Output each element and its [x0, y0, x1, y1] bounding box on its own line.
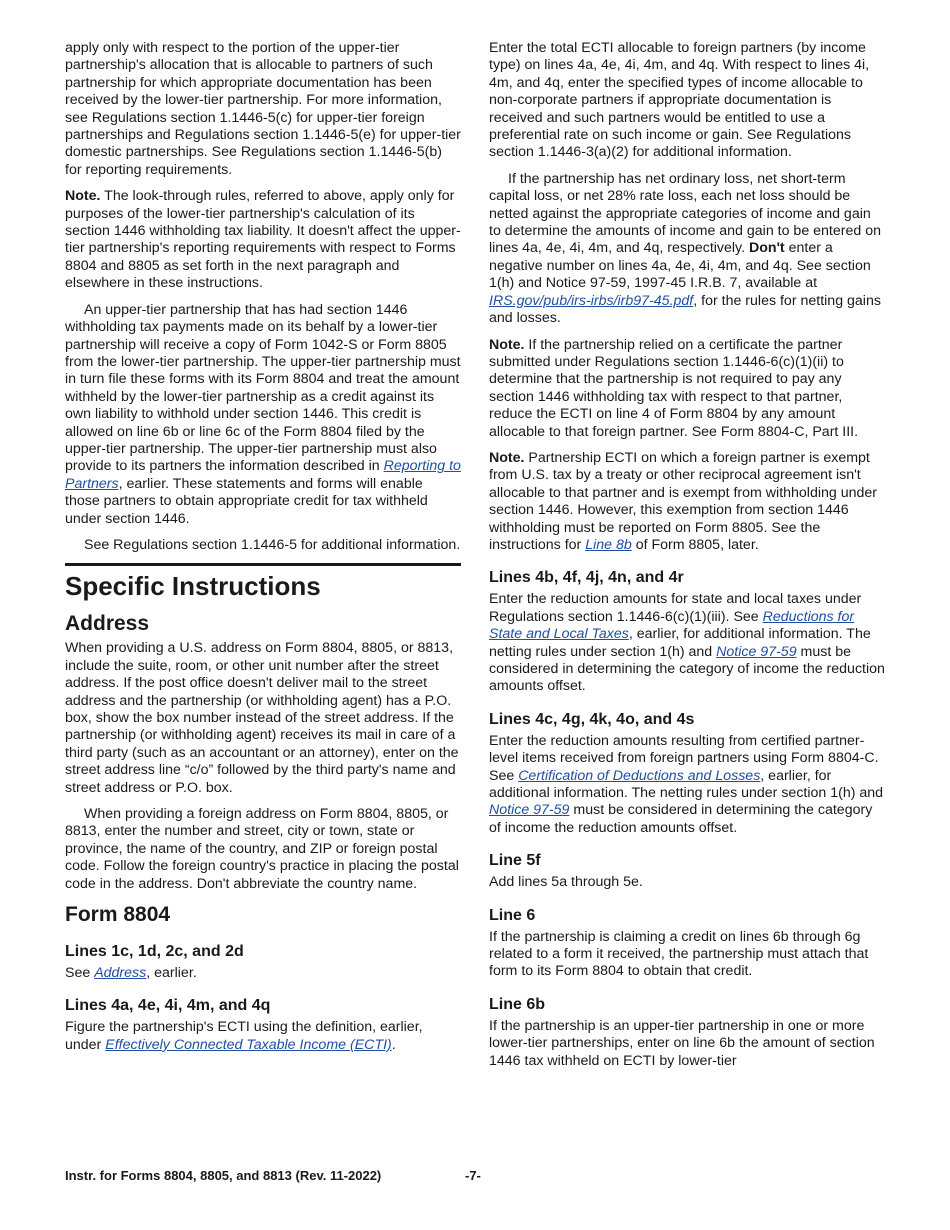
paragraph: If the partnership is an upper-tier partnership in one or more lower-tier partnerships, enter on line 6b the amount of section 1446 tax withheld on ECTI by lower-tier [489, 1017, 875, 1069]
text: , earlier, for additional information. The netting rules under section 1(h) and [489, 767, 884, 802]
heading-line-6: Line 6 [489, 906, 536, 924]
bold-text: Don't [748, 240, 785, 257]
paragraph: When providing a U.S. address on Form 8804, 8805, or 8813, include the suite, room, or other unit number after the street address. If the post office doesn't deliver mail to the street address and the partnership (or withholding agent) has a P.O. box, show the box number instead of the street address. If the partnership (or withholding agent) receives its mail in care of a third party (such as an accountant or an attorney), enter on the street address line “c/o” followed by the third party's name and street address or P.O. box. [65, 640, 459, 796]
paragraph: When providing a foreign address on Form 8804, 8805, or 8813, enter the number and street, city or town, state or province, the name of the country, and ZIP or foreign postal code. Follow the foreign country's practice in placing the postal code in the address. Don't abbreviate the country name. [65, 806, 459, 892]
text: Enter the reduction amounts for state and local taxes under Regulations section 1.1446-6(c)(1)(iii). See [489, 591, 862, 625]
paragraph [65, 302, 461, 528]
text: , earlier. These statements and forms will enable those partners to obtain appropriate credit for tax withheld under section 1446. [65, 475, 428, 527]
paragraph [489, 733, 885, 837]
note-text: of Form 8805, later. [631, 536, 759, 553]
section-divider [65, 563, 461, 566]
paragraph: If the partnership is claiming a credit on lines 6b through 6g related to a form it received, the partnership must attach that form to its Form 8804 to obtain that credit. [489, 928, 869, 980]
heading-lines-4c: Lines 4c, 4g, 4k, 4o, and 4s [489, 710, 695, 728]
heading-lines-1c: Lines 1c, 1d, 2c, and 2d [65, 943, 244, 961]
link-address[interactable]: Address [94, 965, 147, 982]
text: If the partnership has net ordinary loss, net short-term capital loss, or net 28% rate loss, each net loss should be netted against the appropriate categories of income and gain to determine the amounts of income and gain to be entered on lines 4a, 4e, 4i, 4m, and 4q, respectively. [489, 170, 881, 257]
heading-specific-instructions: Specific Instructions [65, 571, 321, 602]
footer-title: Instr. for Forms 8804, 8805, and 8813 (Rev. 11-2022) [65, 1168, 382, 1183]
paragraph [65, 965, 461, 982]
link-reporting-to-partners[interactable]: Reporting to Partners [65, 458, 461, 492]
heading-lines-4a: Lines 4a, 4e, 4i, 4m, and 4q [65, 997, 271, 1015]
text: , earlier. [146, 965, 197, 982]
paragraph [65, 1019, 461, 1054]
link-certification-deductions[interactable]: Certification of Deductions and Losses [518, 767, 761, 784]
note-paragraph [65, 188, 461, 292]
text: An upper-tier partnership that has had section 1446 withholding tax payments made on its behalf by a lower-tier partnership will receive a copy of Form 1042-S or Form 8805 from the lower-tier partnership. The upper-tier partnership must in turn file these forms with its Form 8804 and treat the amount withheld by the lower-tier partnership as a credit against its own liability to withhold under section 1446. This credit is allowed on line 6b or line 6c of the Form 8804 filed by the upper-tier partnership. The upper-tier partnership must also provide to its partners the information described in [65, 301, 461, 475]
link-line-8b[interactable]: Line 8b [585, 536, 632, 553]
text: , for the rules for netting gains and losses. [489, 292, 881, 327]
text: Enter the reduction amounts resulting from certified partner-level items received from foreign partners using Form 8804-C. See [489, 732, 879, 784]
note-text: Partnership ECTI on which a foreign partner is exempt from U.S. tax by a treaty or other reciprocal agreement isn't allocable to that partner and is exempt from withholding under section 1446. However, this exemption from section 1446 withholding must be reported on Form 8805. See the instructions for [489, 449, 878, 553]
note-text: If the partnership relied on a certificate the partner submitted under Regulations section 1.1446-6(c)(1)(ii) to determine that the partnership is not required to pay any section 1446 withholding tax with respect to that partner, reduce the ECTI on line 4 of Form 8804 by any amount allocable to that foreign partner. See Form 8804-C, Part III. [489, 336, 859, 440]
link-notice-97-59[interactable]: Notice 97-59 [489, 802, 570, 819]
page-number: -7- [465, 1168, 481, 1183]
left-column [65, 40, 461, 1063]
note-label: Note. [489, 336, 525, 353]
link-ecti[interactable]: Effectively Connected Taxable Income (ECTI) [105, 1036, 392, 1053]
heading-lines-4b: Lines 4b, 4f, 4j, 4n, and 4r [489, 569, 684, 587]
heading-form-8804: Form 8804 [65, 903, 171, 927]
note-label: Note. [489, 449, 525, 466]
text: . [391, 1036, 396, 1053]
note-paragraph [489, 337, 885, 441]
paragraph: See Regulations section 1.1446-5 for additional information. [84, 536, 461, 553]
heading-address: Address [65, 612, 150, 636]
heading-line-6b: Line 6b [489, 995, 546, 1013]
note-text: The look-through rules, referred to above, apply only for purposes of the lower-tier partnership's calculation of its section 1446 withholding tax liability. It doesn't affect the upper-tier partnership's reporting requirements with respect to Forms 8804 and 8805 as set forth in the next paragraph and elsewhere in these instructions. [65, 188, 461, 292]
paragraph [489, 171, 885, 328]
paragraph: Add lines 5a through 5e. [489, 874, 643, 891]
text: enter a negative number on lines 4a, 4e, 4i, 4m, and 4q. See section 1(h) and Notice 97-59, 1997-45 I.R.B. 7, available at [489, 240, 871, 292]
right-column [489, 40, 885, 1079]
link-irb97-45[interactable]: IRS.gov/pub/irs-irbs/irb97-45.pdf [489, 292, 694, 309]
text: must be considered in determining the category of income the reduction amounts offset. [489, 643, 885, 695]
link-notice-97-59[interactable]: Notice 97-59 [716, 643, 797, 660]
note-paragraph [489, 450, 885, 554]
text: , earlier, for additional information. The netting rules under section 1(h) and [489, 626, 871, 660]
link-reductions-state-local[interactable]: Reductions for State and Local Taxes [489, 608, 855, 643]
paragraph: apply only with respect to the portion of the upper-tier partnership's allocation that is allocable to partners of such partnership for which appropriate documentation has been received by the lower-tier partnership. For more information, see Regulations section 1.1446-5(c) for upper-tier foreign partnerships and Regulations section 1.1446-5(e) for upper-tier domestic partnerships. See Regulations section 1.1446-5(b) for reporting requirements. [65, 40, 461, 178]
text: must be considered in determining the category of income the reduction amounts offset. [489, 802, 873, 836]
paragraph [489, 591, 885, 695]
heading-line-5f: Line 5f [489, 852, 541, 870]
paragraph: Enter the total ECTI allocable to foreign partners (by income type) on lines 4a, 4e, 4i, 4m, and 4q. With respect to lines 4i, 4m, and 4q, enter the specified types of income allocable to non-corporate partners if appropriate documentation is received and such partners would be entitled to use a preferential rate on such income or gain. See Regulations section 1.1446-3(a)(2) for additional information. [489, 40, 870, 161]
note-label: Note. [65, 188, 101, 205]
text: See [65, 965, 95, 982]
text: Figure the partnership's ECTI using the definition, earlier, under [65, 1019, 423, 1053]
